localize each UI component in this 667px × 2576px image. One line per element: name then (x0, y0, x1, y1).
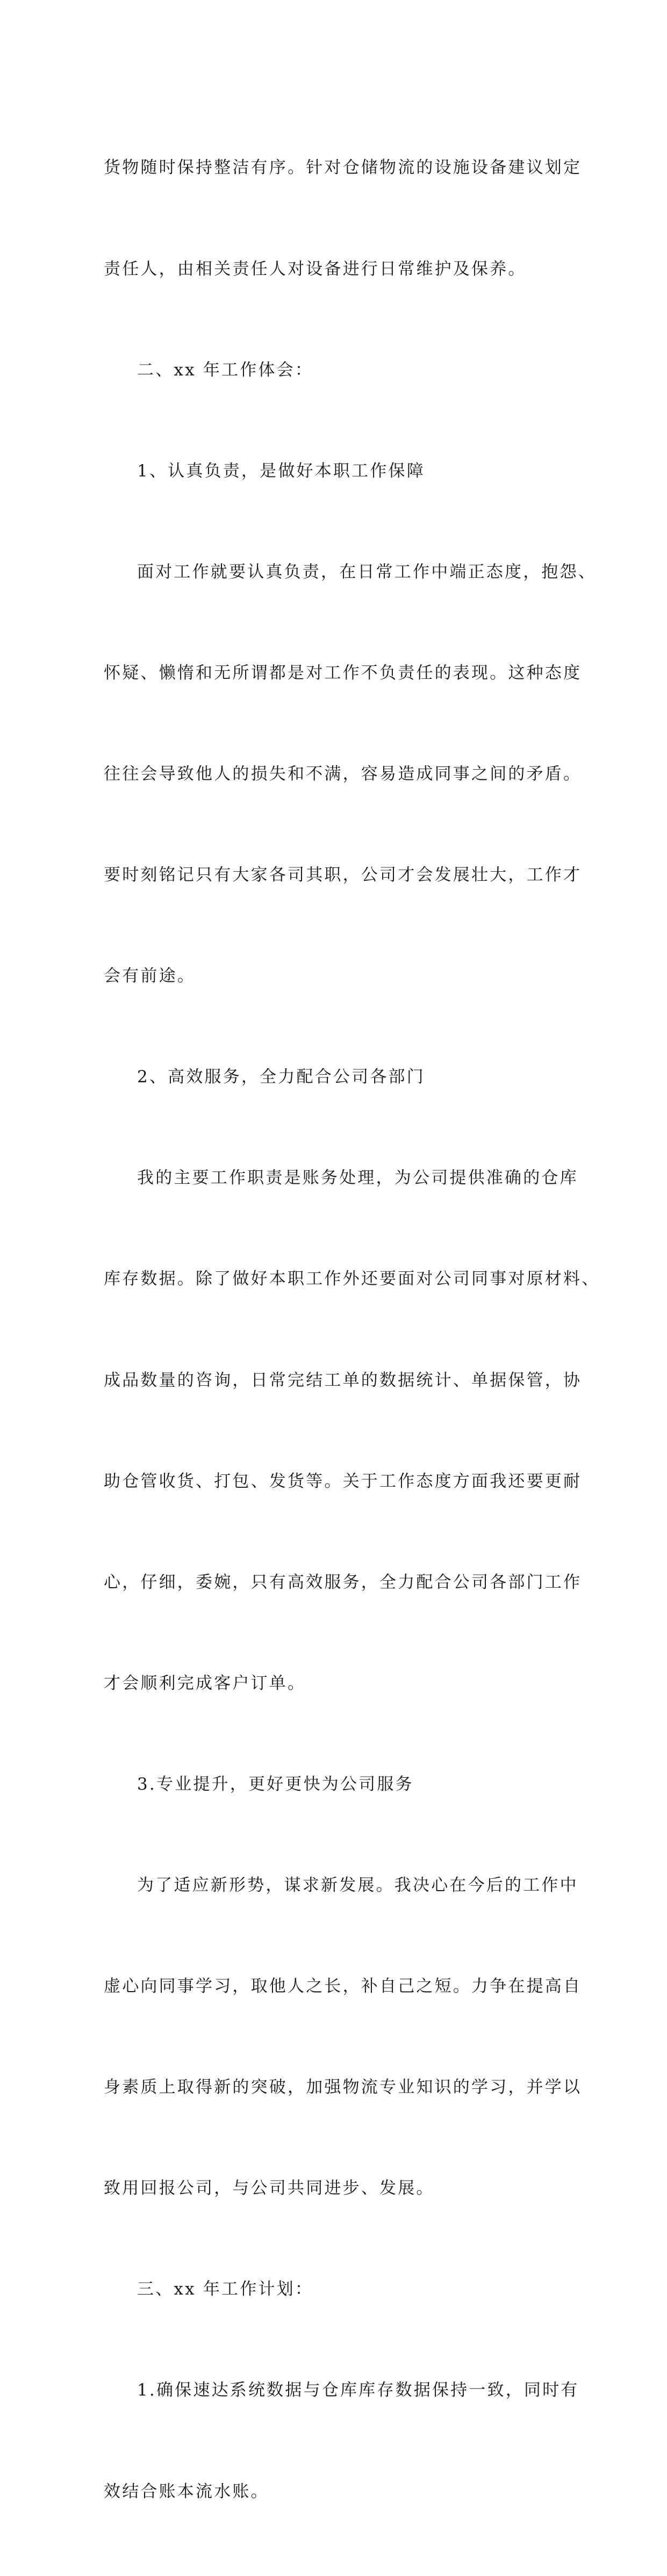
text-line: 库存数据。除了做好本职工作外还要面对公司同事对原材料、 (104, 1269, 600, 1289)
section-heading: 二、xx 年工作体会： (137, 360, 314, 380)
text-line: 身素质上取得新的突破，加强物流专业知识的学习，并学以 (104, 2078, 582, 2097)
text-line: 致用回报公司，与公司共同进步、发展。 (104, 2179, 435, 2198)
text-line: 货物随时保持整洁有序。针对仓储物流的设施设备建议划定 (104, 158, 582, 178)
text-line: 为了适应新形势，谋求新发展。我决心在今后的工作中 (137, 1876, 578, 1895)
text-line: 虚心向同事学习，取他人之长，补自己之短。力争在提高自 (104, 1977, 582, 1996)
document-body (104, 84, 600, 2576)
document-text (104, 84, 600, 2576)
text-line: 责任人，由相关责任人对设备进行日常维护及保养。 (104, 259, 527, 279)
text-line: 我的主要工作职责是账务处理，为公司提供准确的仓库 (137, 1168, 578, 1188)
subsection-heading: 3.专业提升，更好更快为公司服务 (137, 1774, 414, 1794)
text-line: 会有前途。 (104, 966, 196, 986)
text-line: 怀疑、懒惰和无所谓都是对工作不负责任的表现。这种态度 (104, 663, 582, 683)
text-line: 1.确保速达系统数据与仓库库存数据保持一致，同时有 (137, 2380, 579, 2400)
text-line: 心，仔细，委婉，只有高效服务，全力配合公司各部门工作 (104, 1572, 582, 1592)
subsection-heading: 1、认真负责，是做好本职工作保障 (137, 461, 425, 481)
text-line: 效结合账本流水账。 (104, 2481, 269, 2501)
section-heading: 三、xx 年工作计划： (137, 2280, 314, 2299)
subsection-heading: 2、高效服务，全力配合公司各部门 (137, 1067, 425, 1087)
text-line: 才会顺利完成客户订单。 (104, 1673, 306, 1693)
text-line: 往往会导致他人的损失和不满，容易造成同事之间的矛盾。 (104, 764, 582, 784)
text-line: 助仓管收货、打包、发货等。关于工作态度方面我还要更耐 (104, 1471, 582, 1491)
text-line: 要时刻铭记只有大家各司其职，公司才会发展壮大，工作才 (104, 865, 582, 885)
text-line: 成品数量的咨询，日常完结工单的数据统计、单据保管，协 (104, 1370, 582, 1390)
text-line: 面对工作就要认真负责，在日常工作中端正态度，抱怨、 (137, 562, 597, 582)
